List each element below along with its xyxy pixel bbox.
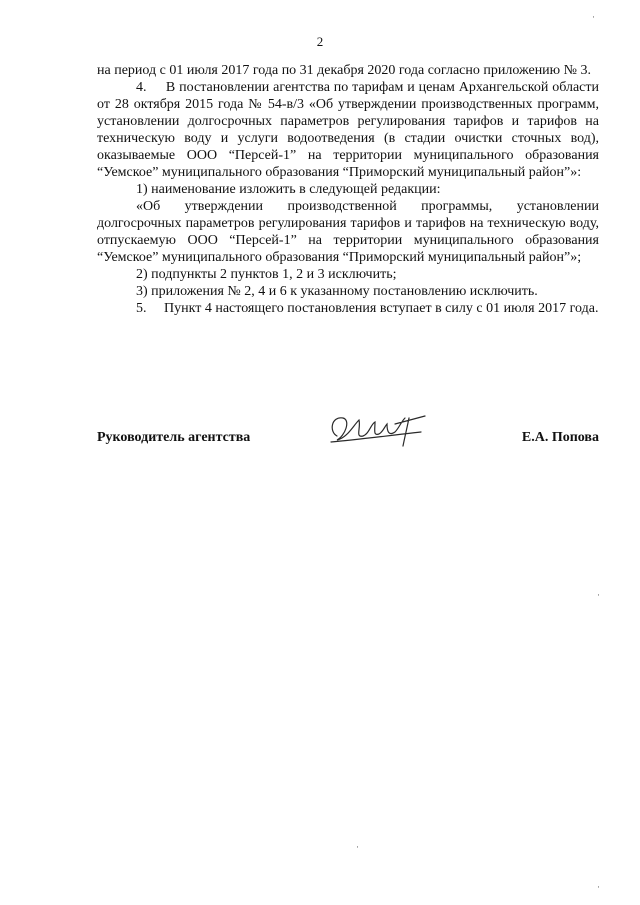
paragraph-period: на период с 01 июля 2017 года по 31 декабря 2020 года согласно приложению № 3. [97, 63, 591, 78]
scan-speck: · [356, 842, 359, 852]
paragraph-subitem-1: 1) наименование изложить в следующей редакции: [136, 182, 441, 197]
signatory-title: Руководитель агентства [97, 430, 251, 445]
scan-speck: · [592, 12, 595, 22]
paragraph-item-4: 4. В постановлении агентства по тарифам и ценам Архангельской области от 28 октября 2015 года № 54-в/3 «Об утверждении производственных программ, установлении долгосрочных параметров регулирования тарифов и тарифов на техническую воду и услуги водоотведения (в стадии очистки сточных вод), оказываемые ООО “Персей-1” на территории муниципального образования “Уемское” муниципального образования “Приморский муниципальный район”»: [97, 80, 599, 180]
scan-speck: · [597, 882, 600, 892]
page-number: 2 [316, 34, 324, 49]
paragraph-new-title: «Об утверждении производственной программы, установлении долгосрочных параметров регулирования тарифов и тарифов на техническую воду, отпускаемую ООО “Персей-1” на территории муниципального образования “Уемское” муниципального образования “Приморский муниципальный район”»; [97, 199, 599, 265]
paragraph-subitem-3: 3) приложения № 2, 4 и 6 к указанному постановлению исключить. [136, 284, 538, 299]
signatory-name: Е.А. Попова [521, 430, 599, 445]
paragraph-item-5: 5. Пункт 4 настоящего постановления вступает в силу с 01 июля 2017 года. [136, 301, 599, 316]
document-body [97, 62, 599, 317]
handwritten-signature [325, 406, 435, 456]
signature-block [97, 428, 599, 458]
paragraph-subitem-2: 2) подпункты 2 пунктов 1, 2 и 3 исключить; [136, 267, 397, 282]
scan-speck: · [597, 590, 600, 600]
